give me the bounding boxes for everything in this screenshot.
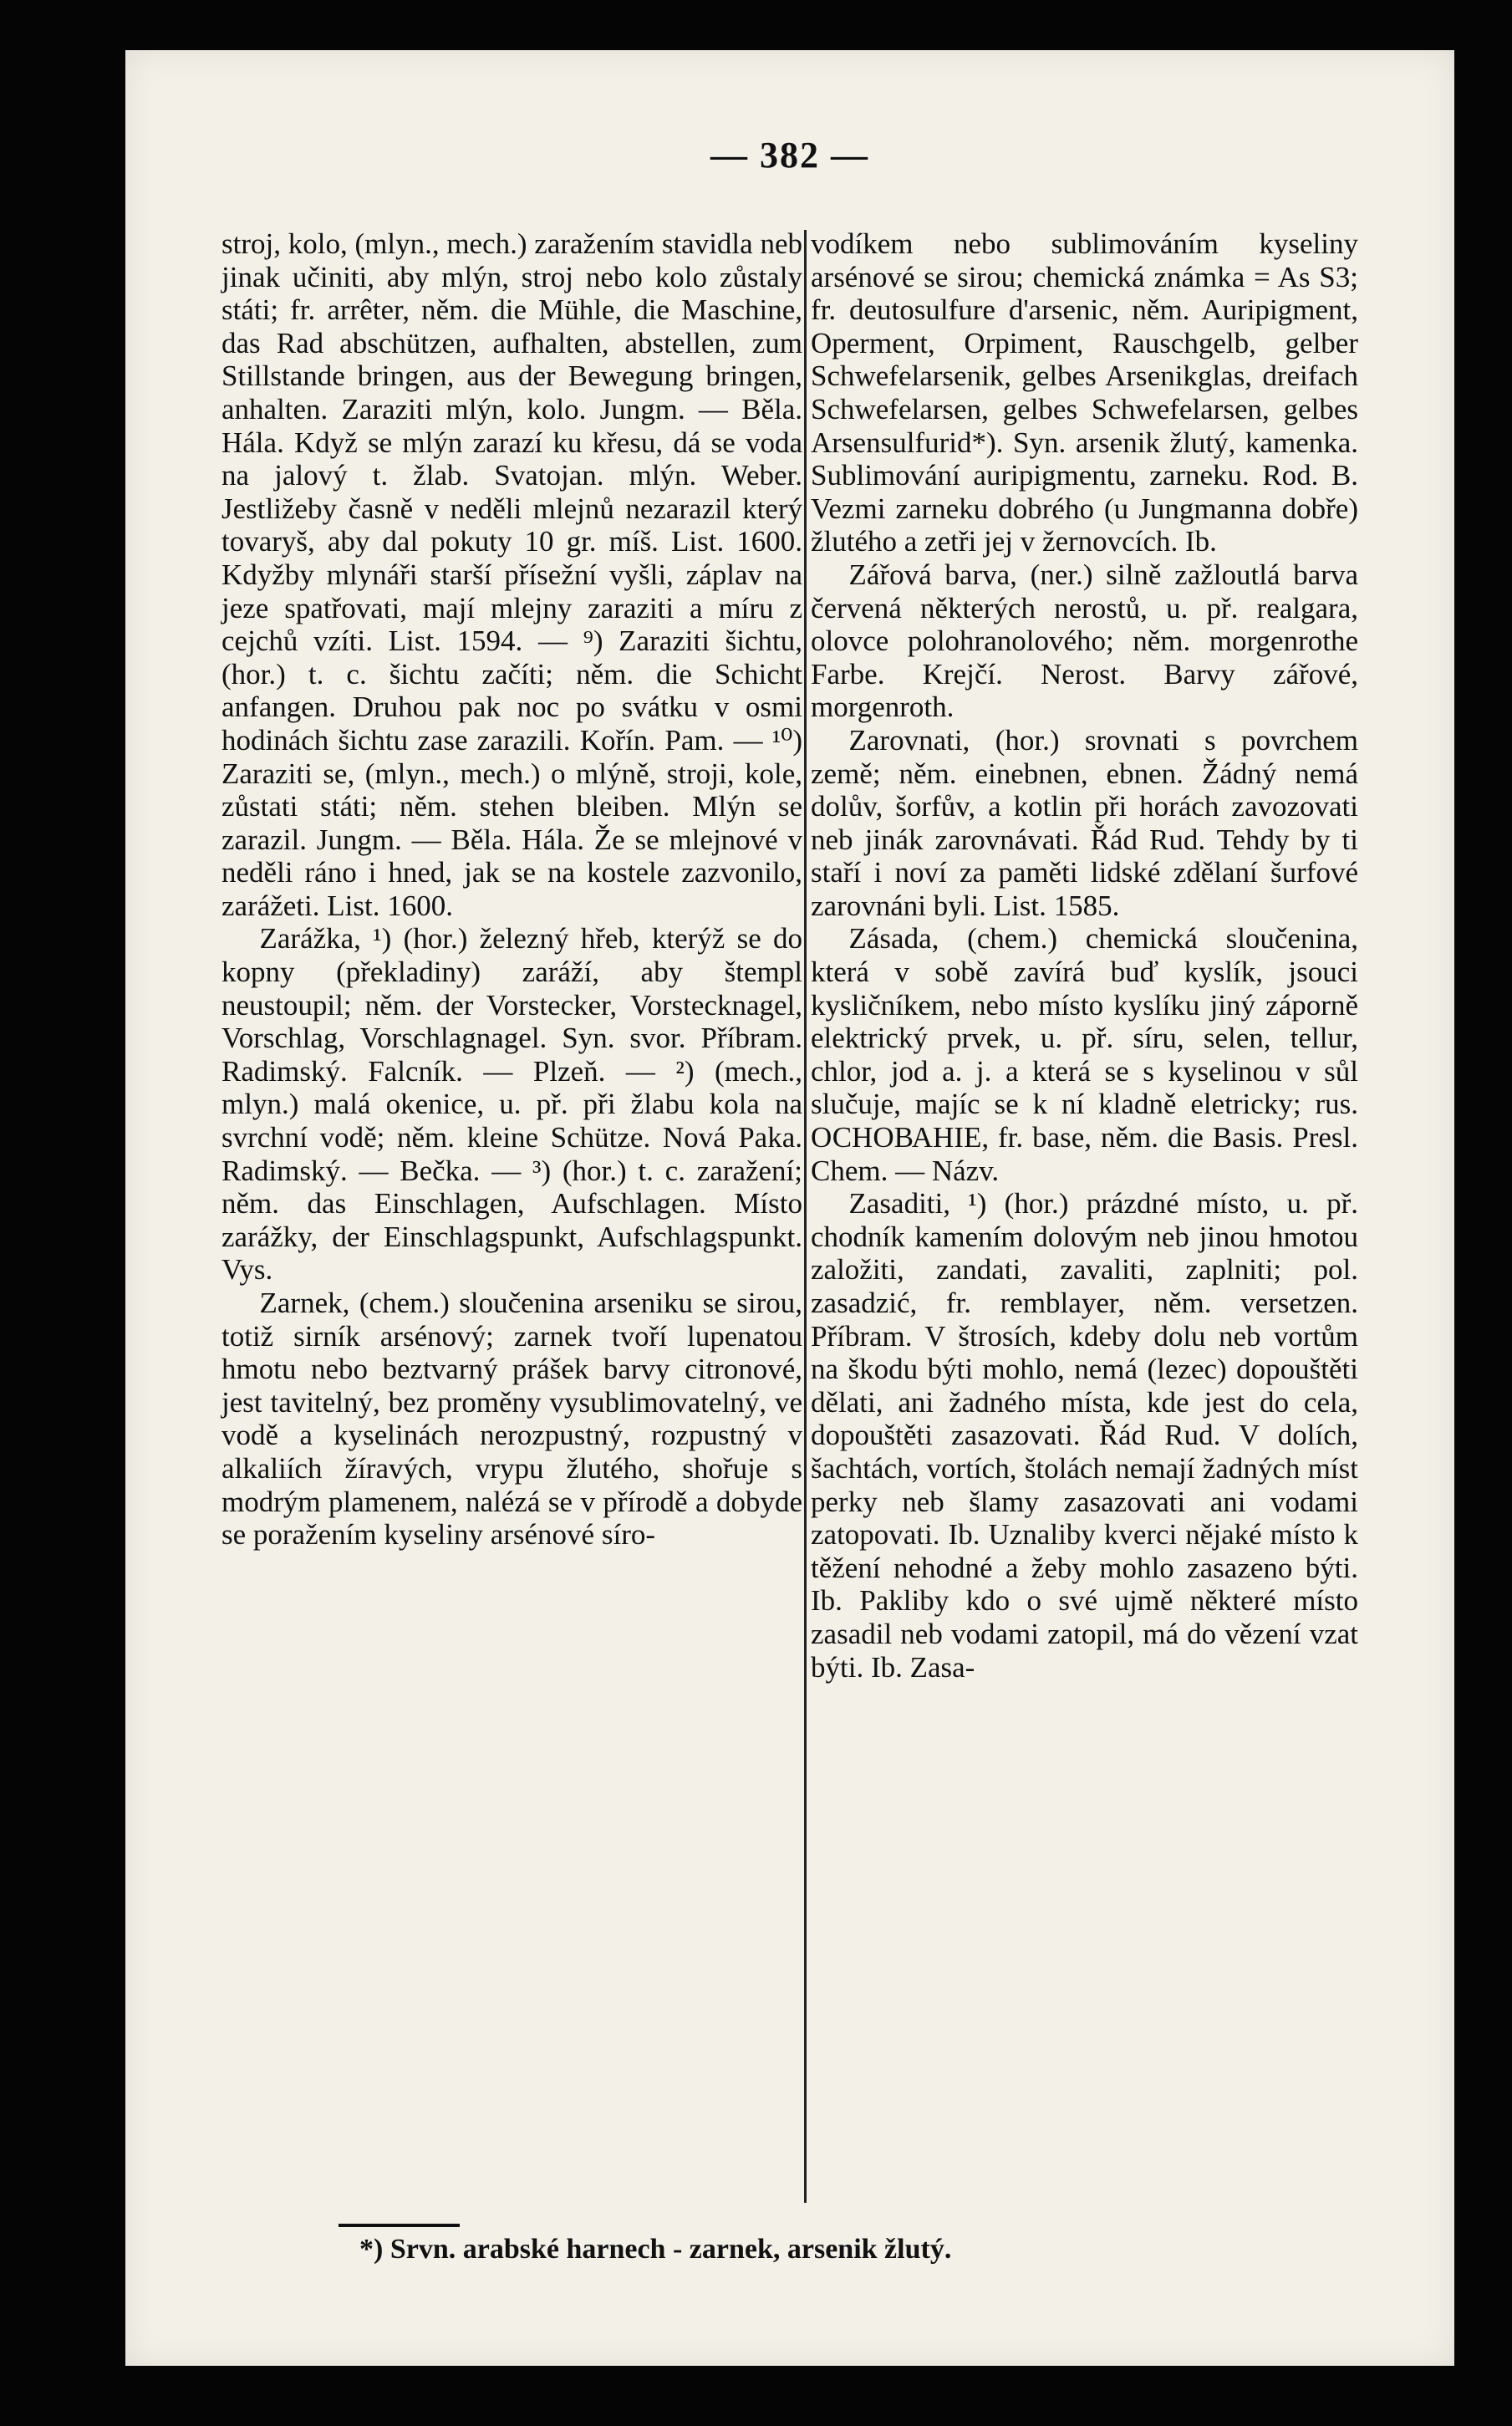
right-column [811, 227, 1358, 1684]
entry-zasaditi: Zasaditi, ¹) (hor.) prázdné místo, u. př. chodník kamením dolovým neb jinou hmotou založiti, zandati, zavaliti, zaplniti; pol. zasadzić, fr. remblayer, něm. versetzen. Příbram. V štrosích, kdeby dolu neb vortům na škodu býti mohlo, nemá (lezec) dopouštěti dělati, ani žadného místa, kde jest do cela, dopouštěti zasazovati. Řád Rud. V dolích, šachtách, vortích, štolách nemají žadných míst perky neb šlamy zasazovati ani vodami zatopovati. Ib. Uznaliby kverci nějaké místo k těžení nehodné a žeby mohlo zasazeno býti. Ib. Pakliby kdo o své ujmě některé místo zasadil neb vodami zatopil, má do vězení vzat býti. Ib. Zasa- [811, 1187, 1358, 1684]
left-column [221, 227, 802, 1552]
entry-zarnek: Zarnek, (chem.) sloučenina arseniku se sirou, totiž sirník arsénový; zarnek tvoří lupenatou hmotu nebo beztvarný prášek barvy citronové, jest tavitelný, bez proměny vysublimovatelný, ve vodě a kyselinách nerozpustný, rozpustný v alkaliích žíravých, vrypu žlutého, shořuje s modrým plamenem, nalézá se v přírodě a dobyde se poražením kyseliny arsénové síro- [221, 1287, 802, 1552]
entry-zarazka: Zarážka, ¹) (hor.) železný hřeb, kterýž se do kopny (překladiny) zaráží, aby štempl neustoupil; něm. der Vorstecker, Vorstecknagel, Vorschlag, Vorschlagnagel. Syn. svor. Příbram. Radimský. Falcník. — Plzeň. — ²) (mech., mlyn.) malá okenice, u. př. při žlabu kola na svrchní vodě; něm. kleine Schütze. Nová Paka. Radimský. — Bečka. — ³) (hor.) t. c. zaražení; něm. das Einschlagen, Aufschlagen. Místo zarážky, der Einschlagspunkt, Aufschlagspunkt. Vys. [221, 922, 802, 1287]
entry-zarova-barva: Zářová barva, (ner.) silně zažloutlá barva červená některých nerostů, u. př. realgara, olovce polohranolového; něm. morgenrothe Farbe. Krejčí. Nerost. Barvy zářové, morgenroth. [811, 558, 1358, 724]
page-number: — 382 — [710, 135, 869, 176]
footnote: *) Srvn. arabské harnech ‑ zarnek, arsenik žlutý. [359, 2234, 952, 2265]
entry-zarnek-continued: vodíkem nebo sublimováním kyseliny arsénové se sirou; chemická známka = As S3; fr. deutosulfure d'arsenic, něm. Auripigment, Operment, Orpiment, Rauschgelb, gelber Schwefelarsenik, gelbes Arsenikglas, dreifach Schwefelarsen, gelbes Schwefelarsen, gelbes Arsensulfurid*). Syn. arsenik žlutý, kamenka. Sublimování auripigmentu, zarneku. Rod. B. Vezmi zarneku dobrého (u Jungmanna dobře) žlutého a zetři jej v žernovcích. Ib. [811, 227, 1358, 558]
footnote-rule [339, 2224, 460, 2227]
entry-zasada: Zásada, (chem.) chemická sloučenina, která v sobě zavírá buď kyslík, jsouci kysličníkem, nebo místo kyslíku jiný záporně elektrický prvek, u. př. síru, selen, tellur, chlor, jod a. j. a která se s kyselinou v sůl slučuje, majíc se k ní kladně eletricky; rus. ОСНОВАНІЕ, fr. base, něm. die Basis. Presl. Chem. — Názv. [811, 922, 1358, 1187]
column-divider [804, 230, 807, 2203]
entry-zaraziti-continued: stroj, kolo, (mlyn., mech.) zaražením stavidla neb jinak učiniti, aby mlýn, stroj nebo kolo zůstaly státi; fr. arrêter, něm. die Mühle, die Maschine, das Rad abschützen, aufhalten, abstellen, zum Stillstande bringen, aus der Bewegung bringen, anhalten. Zaraziti mlýn, kolo. Jungm. — Běla. Hála. Když se mlýn zarazí ku křesu, dá se voda na jalový t. žlab. Svatojan. mlýn. Weber. Jestližeby časně v neděli mlejnů nezarazil který tovaryš, aby dal pokuty 10 gr. míš. List. 1600. Kdyžby mlynáři starší přísežní vyšli, záplav na jeze spatřovati, mají mlejny zaraziti a míru z cejchů vzíti. List. 1594. — ⁹) Zaraziti šichtu, (hor.) t. c. šichtu začíti; něm. die Schicht anfangen. Druhou pak noc po svátku v osmi hodinách šichtu zase zarazili. Kořín. Pam. — ¹⁰) Zaraziti se, (mlyn., mech.) o mlýně, stroji, kole, zůstati státi; něm. stehen bleiben. Mlýn se zarazil. Jungm. — Běla. Hála. Že se mlejnové v neděli ráno i hned, jak se na kostele zazvonilo, zarážeti. List. 1600. [221, 227, 802, 922]
entry-zarovnati: Zarovnati, (hor.) srovnati s povrchem země; něm. einebnen, ebnen. Žádný nemá dolův, šorfův, a kotlin při horách zavozovati neb jinák zarovnávati. Řád Rud. Tehdy by ti staří i noví za paměti lidské zdělaní šurfové zarovnáni byli. List. 1585. [811, 723, 1358, 922]
dictionary-page [125, 50, 1454, 2366]
